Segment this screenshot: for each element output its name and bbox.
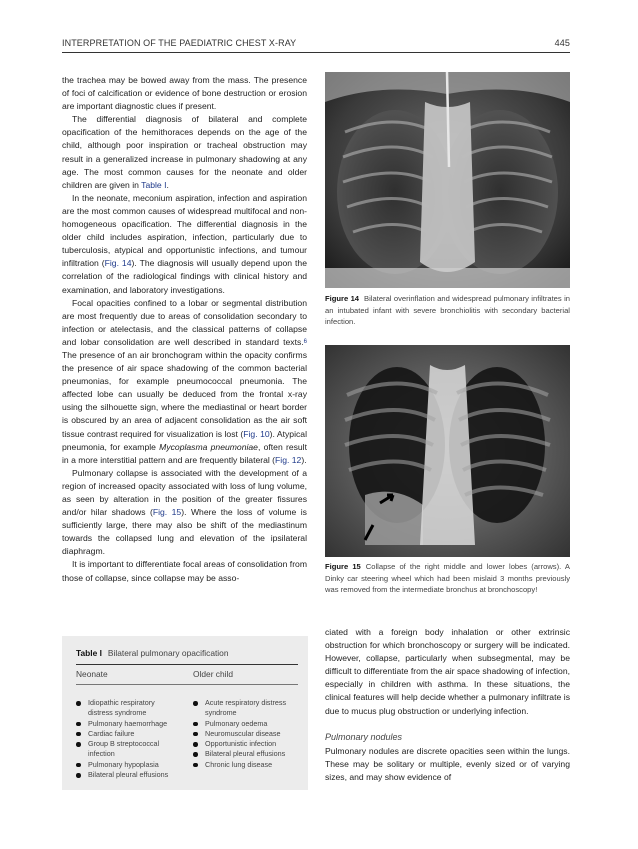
figure-15-xray-image <box>325 345 570 557</box>
species-name: Mycoplasma pneumoniae <box>159 441 258 452</box>
running-title: INTERPRETATION OF THE PAEDIATRIC CHEST X-RAY <box>62 38 297 48</box>
list-item: Idiopathic respiratory distress syndrome <box>76 698 176 719</box>
list-item: Opportunistic infection <box>193 739 293 749</box>
table-header-rule <box>76 684 298 685</box>
paragraph: ciated with a foreign body inhalation or other extrinsic obstruction for which bronchoscopy or surgery will be indicated. However, collapse, particularly when subsegmental, may be difficult to differentiate from the air space shadowing of infection, especially in children with asthma. In these situations, the clinical features will help decide whether a pulmonary infiltrate is due to mucus plug obstruction or underlying infection. <box>325 627 570 716</box>
paragraph: It is important to differentiate focal areas of consolidation from those of collapse, since collapse may be asso- <box>62 559 307 583</box>
list-item: Chronic lung disease <box>193 760 293 770</box>
figure-reference-link[interactable]: Fig. 12 <box>275 454 302 465</box>
chest-xray-illustration <box>325 345 570 557</box>
running-header <box>62 38 570 52</box>
figure-reference-link[interactable]: Fig. 14 <box>104 258 132 269</box>
header-rule <box>62 52 570 53</box>
table-label: Table I <box>76 648 102 658</box>
section-subheading: Pulmonary nodules <box>325 731 403 742</box>
figure-label: Figure 15 <box>325 562 361 571</box>
figure-label: Figure 14 <box>325 294 360 303</box>
paragraph: Pulmonary nodules are discrete opacities seen within the lungs. These may be solitary or multiple, evenly sized or of varying sizes, and may show evidence of <box>325 745 570 782</box>
list-item: Neuromuscular disease <box>193 729 293 739</box>
chest-xray-illustration <box>325 72 570 288</box>
citation-link[interactable]: 6 <box>303 338 307 345</box>
paragraph: The differential diagnosis of bilateral and complete opacification of the hemithoraces depends on the age of the child, although poor inspiration or tracheal obstruction may result in a generalized increase in pulmonary shadowing at any age. The most common causes for the neonate and older children are given in Table I. <box>62 114 307 190</box>
figure-14-xray-image <box>325 72 570 288</box>
list-item: Bilateral pleural effusions <box>193 749 293 759</box>
list-item: Acute respiratory distress syndrome <box>193 698 293 719</box>
table-caption: Table I Bilateral pulmonary opacification <box>76 648 229 658</box>
page-number: 445 <box>554 38 570 48</box>
paragraph: In the neonate, meconium aspiration, infection and aspiration are the most common causes of widespread multifocal and non-homogeneous opacification. The differential diagnosis in the older child includes aspiration, infection, particularly due to tuberculosis, atypical and opportunistic infections, and tumour infiltration (Fig. 14). The diagnosis will usually depend upon the correlation of the radiological findings with clinical history and examination, and laboratory investigations. <box>62 192 307 295</box>
list-item: Group B streptococcal infection <box>76 739 176 760</box>
right-column <box>325 626 570 784</box>
paragraph: Focal opacities confined to a lobar or segmental distribution are most frequently due to areas of consolidation secondary to infection or atelectasis, and the classical patterns of collapse and lobar consolidation are well described in standard texts.$^6$ The presence of an air bronchogram within the opacity confirms the presence of air space shadowing of the common bacterial pneumonias, for example pneumococcal pneumonia. The affected lobe can usually be deduced from the frontal x-ray using the silhouette sign, where the mediastinal or heart border is obscured by an area of adjacent consolidation as the air soft tissue contrast required for visualization is lost (Fig. 10). Atypical pneumonia, for example Mycoplasma pneumoniae, often result in a more interstitial pattern and are frequently bilateral (Fig. 12). <box>62 297 307 465</box>
left-column <box>62 74 307 585</box>
list-item: Cardiac failure <box>76 729 176 739</box>
table-reference-link[interactable]: Table I <box>141 179 167 190</box>
list-item: Pulmonary hypoplasia <box>76 760 176 770</box>
table-1 <box>62 636 308 790</box>
column-header-neonate: Neonate <box>76 669 108 679</box>
list-item: Pulmonary haemorrhage <box>76 719 176 729</box>
table-top-rule <box>76 664 298 665</box>
paragraph: Pulmonary collapse is associated with the development of a region of increased opacity associated with loss of lung volume, as seen by alteration in the position of the greater fissures and/or hilar shadows (Fig. 15). Where the loss of volume is sufficiently large, there may also be shift of the mediastinum towards the collapsed lung and elevation of the ipsilateral diaphragm. <box>62 467 307 557</box>
figure-15-caption: Figure 15 Collapse of the right middle and lower lobes (arrows). A Dinky car steering wheel which had been mislaid 3 months previously was removed from the intermediate bronchus at bronchoscopy! <box>325 562 571 595</box>
figure-14-caption: Figure 14 Bilateral overinflation and widespread pulmonary infiltrates in an intubated infant with severe bronchiolitis with secondary bacterial infection. <box>325 294 570 327</box>
neonate-causes-list <box>76 698 176 780</box>
older-child-causes-list <box>193 698 293 770</box>
list-item: Bilateral pleural effusions <box>76 770 176 780</box>
figure-reference-link[interactable]: Fig. 10 <box>243 428 270 439</box>
paragraph: the trachea may be bowed away from the mass. The presence of foci of calcification or evidence of bone destruction or erosion are important diagnostic clues if present. <box>62 75 307 112</box>
column-header-older-child: Older child <box>193 669 234 679</box>
list-item: Pulmonary oedema <box>193 719 293 729</box>
figure-reference-link[interactable]: Fig. 15 <box>152 507 182 518</box>
